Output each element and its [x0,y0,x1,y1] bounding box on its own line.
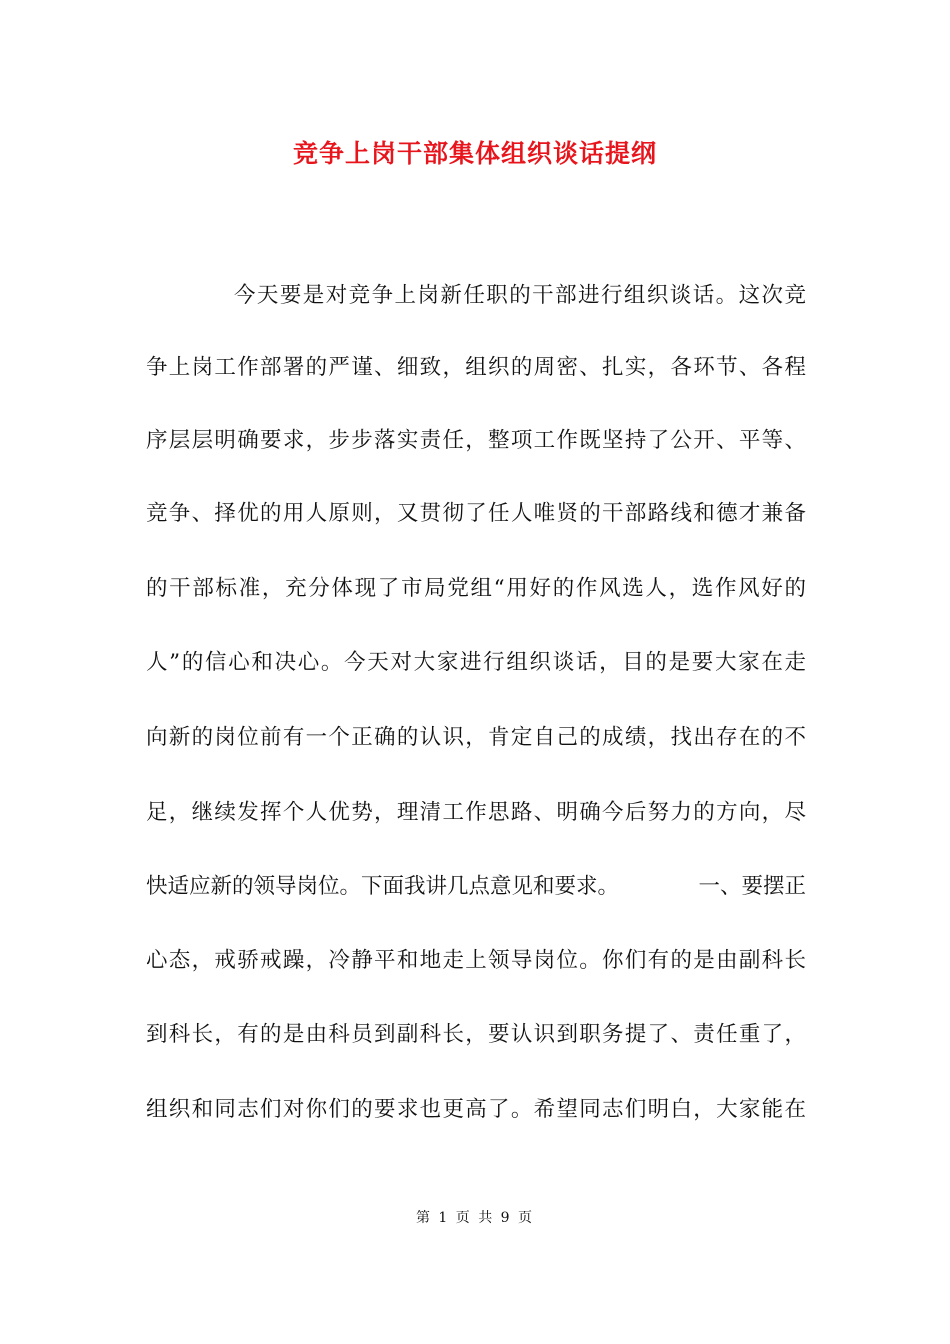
body-line: 心态，戒骄戒躁，冷静平和地走上领导岗位。你们有的是由副科长 [146,948,806,973]
body-line [146,869,806,905]
document-title: 竞争上岗干部集体组织谈话提纲 [292,139,657,168]
body-line: 组织和同志们对你们的要求也更高了。希望同志们明白，大家能在 [146,1097,806,1122]
body-line-text: 快适应新的领导岗位。下面我讲几点意见和要求。 [146,874,620,899]
page-number: 第 1 页 共 9 页 [415,1210,535,1226]
body-line: 今天要是对竞争上岗新任职的干部进行组织谈话。这次竞 [234,283,806,308]
body-line: 到科长，有的是由科员到副科长，要认识到职务提了、责任重了， [146,1022,806,1047]
body-line: 向新的岗位前有一个正确的认识，肯定自己的成绩，找出存在的不 [146,725,806,750]
body-line: 的干部标准，充分体现了市局党组“用好的作风选人，选作风好的 [146,576,806,601]
body-line: 人”的信心和决心。今天对大家进行组织谈话，目的是要大家在走 [146,650,806,675]
body-line: 序层层明确要求，步步落实责任，整项工作既坚持了公开、平等、 [146,428,806,453]
body-line: 足，继续发挥个人优势，理清工作思路、明确今后努力的方向，尽 [146,800,806,825]
body-line: 争上岗工作部署的严谨、细致，组织的周密、扎实，各环节、各程 [146,355,806,380]
body-line-heading: 一、要摆正 [698,874,806,899]
body-line: 竞争、择优的用人原则，又贯彻了任人唯贤的干部路线和德才兼备 [146,501,806,526]
